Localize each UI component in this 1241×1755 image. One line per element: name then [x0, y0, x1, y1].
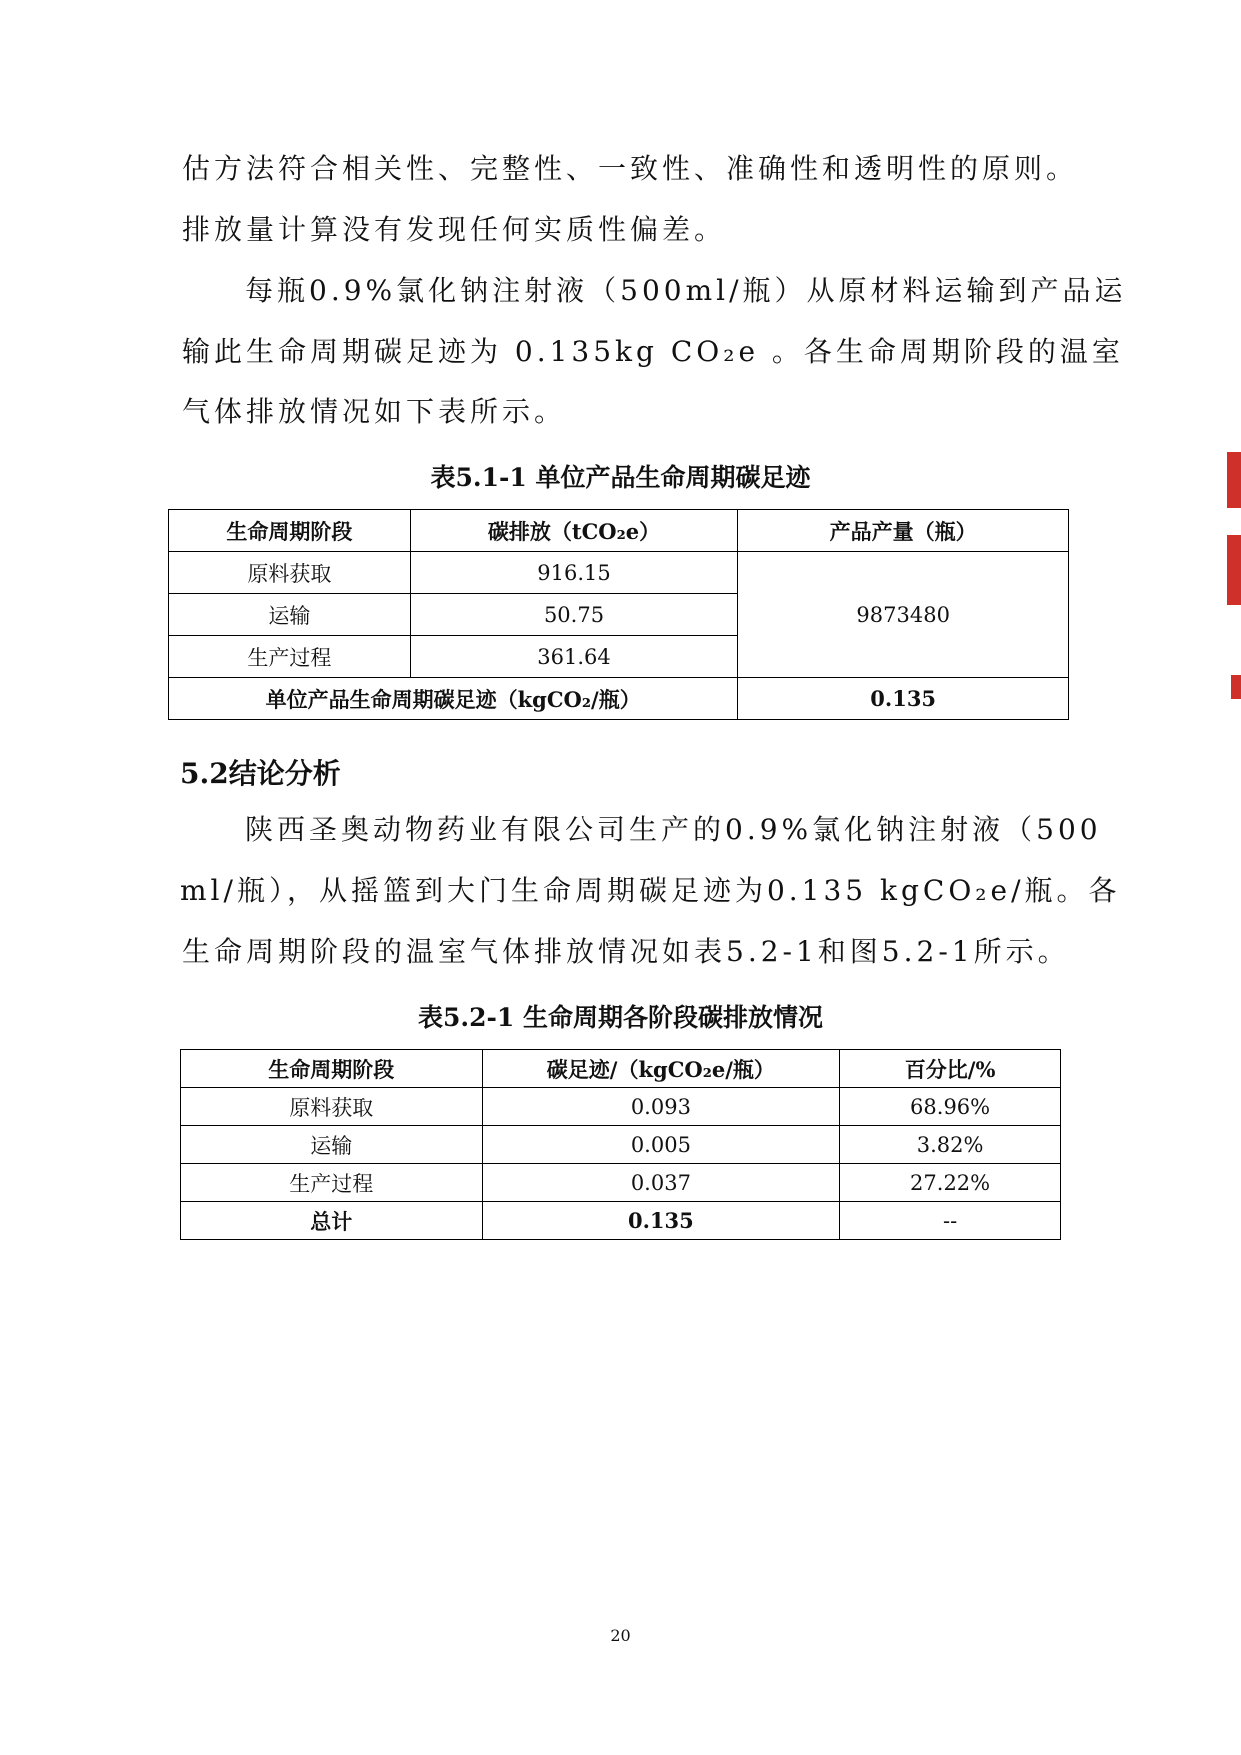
- table-row: [181, 1126, 1061, 1164]
- section-heading: 5.2结论分析: [180, 757, 341, 790]
- table2-cell-percent: 68.96%: [840, 1088, 1061, 1126]
- table1-cell-stage: 生产过程: [169, 636, 411, 678]
- paragraph-line: 陕西圣奥动物药业有限公司生产的0.9%氯化钠注射液（500: [245, 813, 1102, 846]
- table2-cell-percent: 27.22%: [840, 1164, 1061, 1202]
- paragraph-line: ml/瓶），从摇篮到大门生命周期碳足迹为0.135 kgCO₂e/瓶。各: [180, 874, 1121, 907]
- table2-total-percent: --: [840, 1202, 1061, 1240]
- table2-total-label: 总计: [181, 1202, 483, 1240]
- seal-stamp-fragment-bottom: [1231, 675, 1241, 699]
- table2-cell-footprint: 0.037: [482, 1164, 840, 1202]
- table2-header-footprint: 碳足迹/（kgCO₂e/瓶）: [482, 1050, 840, 1088]
- table2-cell-stage: 原料获取: [181, 1088, 483, 1126]
- table2-cell-stage: 生产过程: [181, 1164, 483, 1202]
- table2-cell-stage: 运输: [181, 1126, 483, 1164]
- table1: [168, 509, 1069, 720]
- table2-caption: 表5.2-1 生命周期各阶段碳排放情况: [418, 1003, 823, 1032]
- seal-stamp-fragment-top: [1227, 452, 1241, 508]
- paragraph-line: 排放量计算没有发现任何实质性偏差。: [182, 213, 727, 246]
- page-number: 20: [610, 1626, 631, 1645]
- table1-header-stage: 生命周期阶段: [169, 510, 411, 552]
- table1-footer-value: 0.135: [738, 678, 1069, 720]
- table-row: [181, 1164, 1061, 1202]
- table2-cell-footprint: 0.005: [482, 1126, 840, 1164]
- table1-cell-emission: 50.75: [410, 594, 738, 636]
- table1-cell-emission: 916.15: [410, 552, 738, 594]
- table1-caption: 表5.1-1 单位产品生命周期碳足迹: [430, 463, 811, 492]
- table-row: [181, 1088, 1061, 1126]
- table2-header-stage: 生命周期阶段: [181, 1050, 483, 1088]
- table2-header-percent: 百分比/%: [840, 1050, 1061, 1088]
- table1-header-output: 产品产量（瓶）: [738, 510, 1069, 552]
- table1-header-emission: 碳排放（tCO₂e）: [410, 510, 738, 552]
- table2-cell-footprint: 0.093: [482, 1088, 840, 1126]
- seal-stamp-fragment-middle: [1227, 535, 1241, 605]
- table2-total-footprint: 0.135: [482, 1202, 840, 1240]
- table2: [180, 1049, 1061, 1240]
- table-row: [169, 678, 1069, 720]
- paragraph-line: 生命周期阶段的温室气体排放情况如表5.2-1和图5.2-1所示。: [182, 935, 1070, 968]
- paragraph-line: 每瓶0.9%氯化钠注射液（500ml/瓶）从原材料运输到产品运: [245, 274, 1127, 307]
- table1-cell-output: 9873480: [738, 552, 1069, 678]
- table-row: [169, 552, 1069, 594]
- table1-cell-stage: 原料获取: [169, 552, 411, 594]
- table1-cell-emission: 361.64: [410, 636, 738, 678]
- paragraph-line: 估方法符合相关性、完整性、一致性、准确性和透明性的原则。: [182, 152, 1079, 185]
- table1-cell-stage: 运输: [169, 594, 411, 636]
- paragraph-line: 气体排放情况如下表所示。: [182, 395, 567, 428]
- table-row: [181, 1202, 1061, 1240]
- table2-cell-percent: 3.82%: [840, 1126, 1061, 1164]
- table1-footer-label: 单位产品生命周期碳足迹（kgCO₂/瓶）: [169, 678, 738, 720]
- paragraph-line: 输此生命周期碳足迹为 0.135kg CO₂e 。各生命周期阶段的温室: [182, 335, 1124, 368]
